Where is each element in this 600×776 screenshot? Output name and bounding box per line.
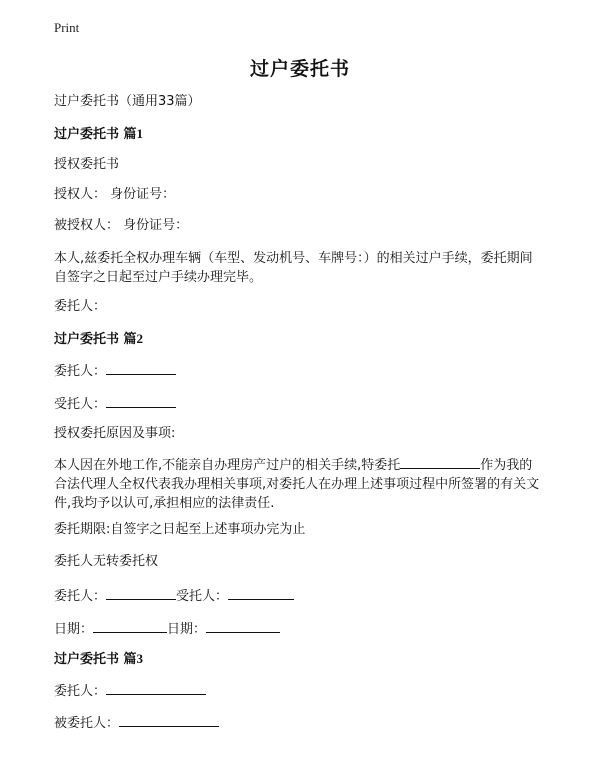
section-heading-number: 3 <box>136 651 144 666</box>
date2-label: 日期： <box>167 622 207 637</box>
sign-principal-label: 委托人： <box>54 589 107 604</box>
section-heading-2 <box>54 329 143 350</box>
date1-label: 日期： <box>54 622 94 637</box>
sign-agent-blank <box>228 585 294 600</box>
section1-paragraph: 本人,兹委托全权办理车辆（车型、发动机号、车牌号：）的相关过户手续，委托期间自签字之日起至过户手续办理完毕。 <box>54 251 533 285</box>
body-part1: 本人因在外地工作,不能亲自办理房产过户的相关手续,特委托 <box>54 458 401 473</box>
agent-blank <box>106 393 176 408</box>
section3-line-principal <box>54 680 206 702</box>
section2-line-reason: 授权委托原因及事项: <box>54 426 176 441</box>
document-title: 过户委托书 <box>249 58 350 80</box>
print-link[interactable]: Print <box>54 20 80 35</box>
section1-line-principal: 委托人： <box>54 299 107 314</box>
date1-blank <box>93 618 167 633</box>
section-heading-text: 过户委托书 篇 <box>54 127 137 142</box>
section3-line-agent <box>54 712 219 734</box>
section-heading-number: 2 <box>136 331 144 346</box>
section2-paragraph <box>54 454 544 513</box>
section2-line-period: 委托期限:自签字之日起至上述事项办完为止 <box>54 522 306 537</box>
section2-line-dates <box>54 618 280 640</box>
section-heading-1 <box>54 124 143 145</box>
agent-label: 受托人： <box>54 397 107 412</box>
section1-line-authorization-title: 授权委托书 <box>54 157 120 172</box>
agent-blank <box>119 712 219 727</box>
section2-line-signatures <box>54 585 294 607</box>
section2-line-agent <box>54 393 176 415</box>
sign-principal-blank <box>106 585 176 600</box>
section-heading-3 <box>54 649 143 670</box>
principal-label: 委托人： <box>54 684 107 699</box>
sign-agent-label: 受托人： <box>176 589 229 604</box>
document-subtitle: 过户委托书（通用33篇） <box>54 94 201 109</box>
principal-blank <box>106 680 206 695</box>
section1-line-grantee: 被授权人： 身份证号： <box>54 218 189 233</box>
delegate-blank <box>400 454 480 469</box>
agent-label: 被委托人： <box>54 716 120 731</box>
section-heading-text: 过户委托书 篇 <box>54 652 137 667</box>
section2-line-principal <box>54 360 176 382</box>
body-part2: 作为我的合法代理人全权代表我办理相关事项,对委托人在办理上述事项过程中所签署的有关文件,我均予以认可,承担相应的法律责任. <box>54 458 540 511</box>
date2-blank <box>206 618 280 633</box>
section2-line-no-transfer: 委托人无转委托权 <box>54 554 159 569</box>
section-heading-number: 1 <box>136 126 144 141</box>
section1-line-grantor: 授权人： 身份证号： <box>54 187 176 202</box>
principal-label: 委托人： <box>54 364 107 379</box>
principal-blank <box>106 360 176 375</box>
section-heading-text: 过户委托书 篇 <box>54 332 137 347</box>
